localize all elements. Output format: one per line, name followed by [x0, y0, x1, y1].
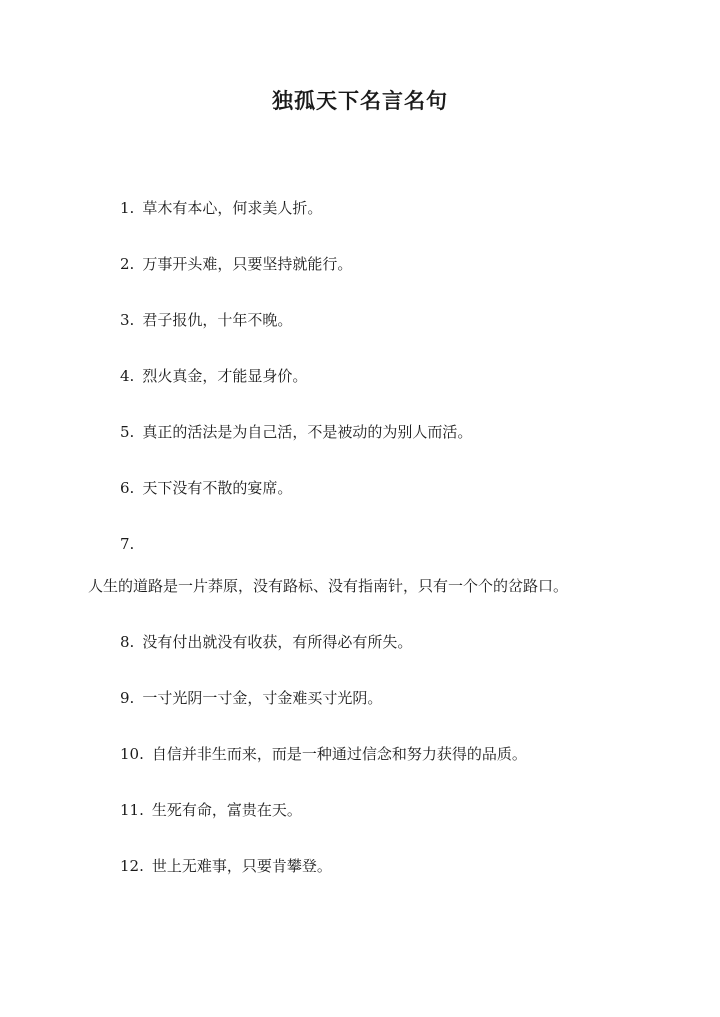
item-text: 一寸光阴一寸金，寸金难买寸光阴。: [142, 689, 383, 707]
item-number: 5.: [120, 423, 135, 441]
list-item: [120, 197, 322, 219]
item-text: 世上无难事，只要肯攀登。: [151, 857, 332, 875]
item-text: 草木有本心，何求美人折。: [142, 199, 323, 217]
item-text: 天下没有不散的宴席。: [142, 479, 293, 497]
item-text: 万事开头难，只要坚持就能行。: [142, 255, 353, 273]
item-number: 7.: [120, 535, 135, 553]
item-number: 8.: [120, 633, 135, 651]
item-number: 6.: [120, 479, 135, 497]
item-number: 2.: [120, 255, 135, 273]
list-item: [120, 477, 292, 499]
item-continuation-text: 人生的道路是一片莽原，没有路标、没有指南针，只有一个个的岔路口。: [88, 577, 569, 595]
list-item: [120, 855, 332, 877]
list-item: [120, 687, 382, 709]
item-text: 没有付出就没有收获，有所得必有所失。: [142, 633, 413, 651]
item-text: 君子报仇，十年不晚。: [142, 311, 293, 329]
list-item: [120, 743, 527, 765]
item-number: 9.: [120, 689, 135, 707]
item-text: 自信并非生而来，而是一种通过信念和努力获得的品质。: [151, 745, 527, 763]
item-number: 11.: [120, 801, 144, 819]
item-number: 4.: [120, 367, 135, 385]
list-item: [120, 799, 302, 821]
list-item: [120, 421, 472, 443]
list-item: [120, 533, 142, 555]
page-title: 独孤天下名言名句: [272, 88, 448, 113]
item-text: 烈火真金，才能显身价。: [142, 367, 308, 385]
list-item: [120, 365, 307, 387]
item-text: 生死有命，富贵在天。: [151, 801, 302, 819]
item-number: 10.: [120, 745, 144, 763]
list-item: [120, 253, 352, 275]
item-number: 12.: [120, 857, 144, 875]
item-number: 3.: [120, 311, 135, 329]
item-text: 真正的活法是为自己活，不是被动的为别人而活。: [142, 423, 473, 441]
item-number: 1.: [120, 199, 135, 217]
list-item: [120, 309, 292, 331]
list-item: [120, 631, 412, 653]
